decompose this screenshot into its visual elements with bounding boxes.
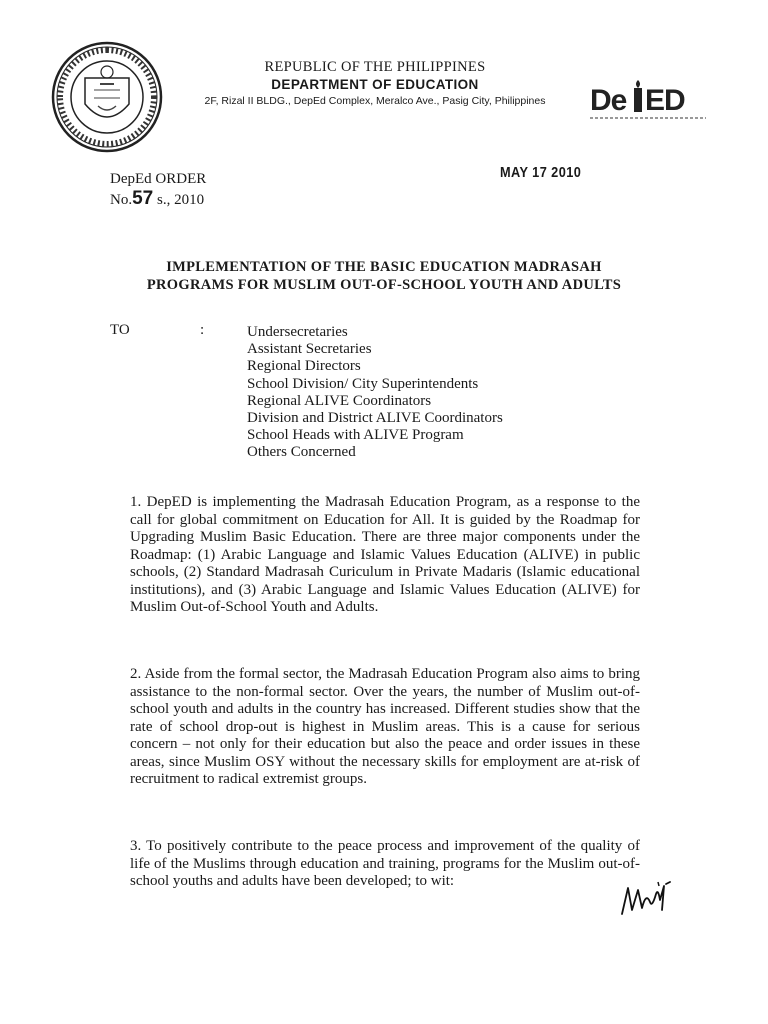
deped-seal-icon [50,40,164,154]
addressee-list [247,324,503,462]
order-series: s., 2010 [156,192,205,208]
order-number: 57 [132,188,154,209]
addressee-item: Regional Directors [247,358,361,375]
addressee-item: School Division/ City Superintendents [247,375,479,392]
to-colon: : [200,322,205,338]
body-paragraph-2: 2. Aside from the formal sector, the Madrasah Education Program also aims to bring assistance to the non-formal sector. Over the years, the number of Muslim out-of-school youth and adults in the country has increased. Different studies show that the rate of school drop-out is highest in Muslim areas. This is a cause for serious concern – not only for their education but also the peace and order issues in these areas, since Muslim OSY without the necessary skills for employment are at-risk of recruitment to radical extremist groups. [130,666,640,787]
addressee-item: Division and District ALIVE Coordinators [247,410,503,427]
letterhead [160,58,590,109]
order-no-prefix: No. [110,192,133,208]
addressee-item: Undersecretaries [247,324,348,340]
addressee-item: Assistant Secretaries [247,341,372,358]
order-number-block [110,170,206,210]
order-number-line [110,189,206,210]
body-paragraph-3: 3. To positively contribute to the peace process and improvement of the quality of life of the Muslims through education and training, programs for the Muslim out-of-school youths and adults have been developed; to wit: [130,838,640,889]
initials-signature-icon [618,880,674,918]
svg-text:ED: ED [645,84,685,117]
addressee-item: School Heads with ALIVE Program [247,427,464,444]
addressee-item: Regional ALIVE Coordinators [247,392,432,409]
svg-text:De: De [590,84,627,117]
title-line-2: PROGRAMS FOR MUSLIM OUT-OF-SCHOOL YOUTH AND ADULTS [146,277,622,293]
order-title [100,258,668,294]
order-label: DepEd ORDER [110,171,207,187]
order-date: MAY 17 2010 [500,164,582,181]
department-address: 2F, Rizal II BLDG., DepEd Complex, Meralco Ave., Pasig City, Philippines [204,95,546,107]
body-paragraph-1: 1. DepED is implementing the Madrasah Education Program, as a response to the call for global commitment on Education for All. It is guided by the Roadmap for Upgrading Muslim Basic Education. There are three major components under the Roadmap: (1) Arabic Language and Islamic Values Education (ALIVE) in public schools, (2) Standard Madrasah Curiculum in Private Madaris (Islamic educational institutions), and (3) Arabic Language and Islamic Values Education (ALIVE) for Muslim Out-of-School Youth and Adults. [130,494,640,615]
title-line-1: IMPLEMENTATION OF THE BASIC EDUCATION MADRASAH [166,259,602,275]
department-heading: DEPARTMENT OF EDUCATION [271,77,479,92]
republic-heading: REPUBLIC OF THE PHILIPPINES [264,59,486,75]
to-label: TO [110,322,130,338]
addressee-item: Others Concerned [247,444,356,461]
deped-logo-icon [588,80,708,124]
